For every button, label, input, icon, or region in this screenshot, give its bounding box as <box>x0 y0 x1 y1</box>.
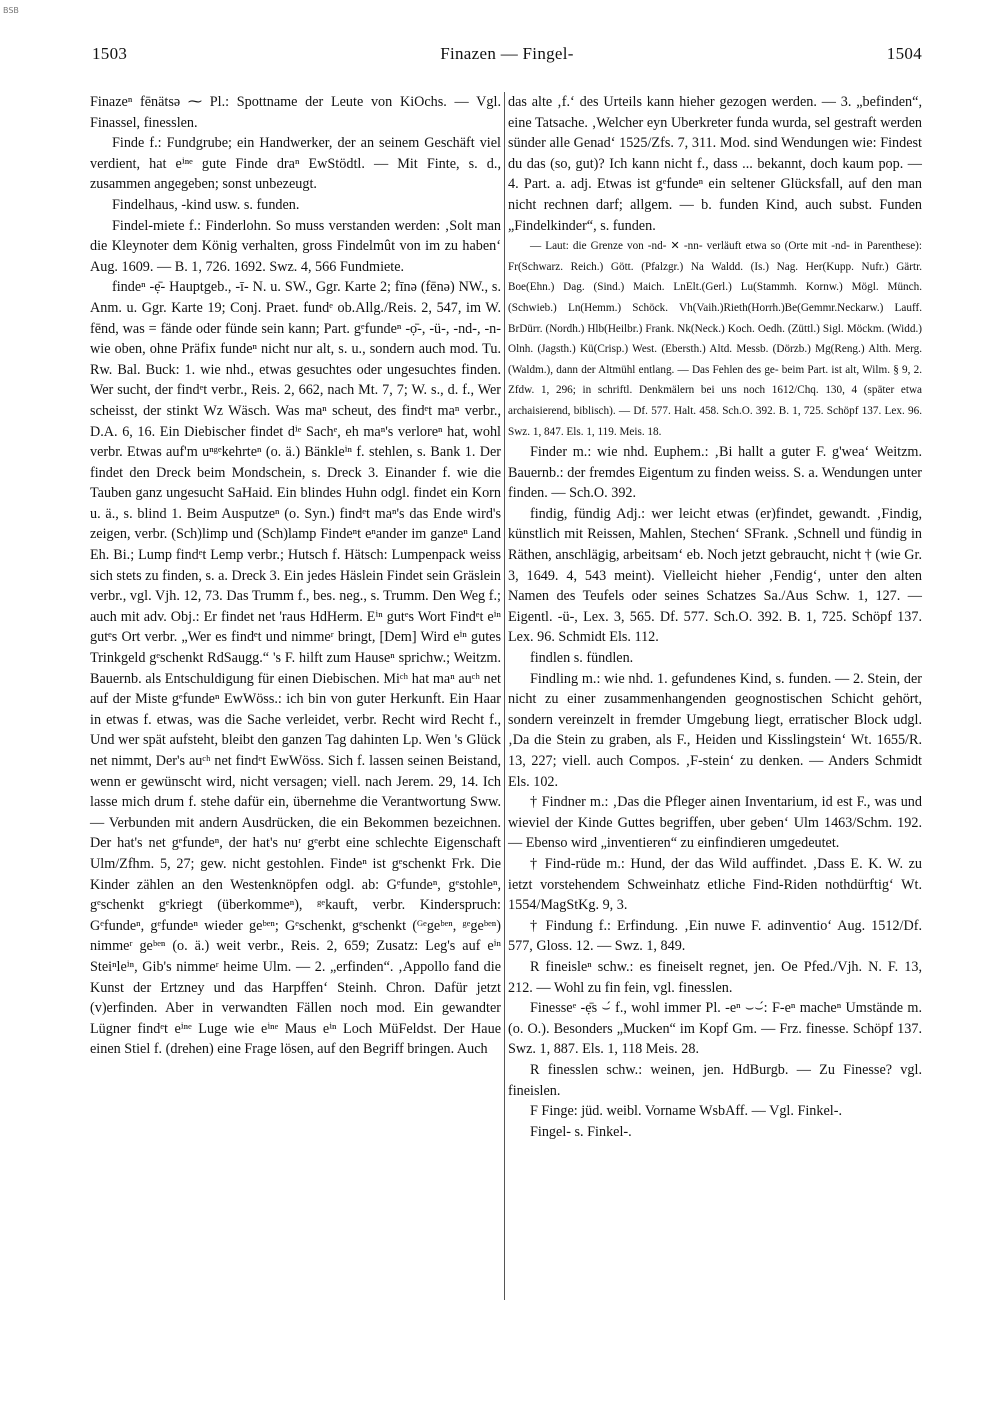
entry-fineislen: R fineisleⁿ schw.: es fineiselt regnet, jen. Oe Pfed./Vjh. N. F. 13, 212. — Wohl zu fin fein, vgl. finesslen. <box>508 958 922 996</box>
entry-findelhaus: Findelhaus, -kind usw. s. funden. <box>112 196 300 213</box>
column-divider <box>504 92 505 1300</box>
entry-finden-laut-note: — Laut: die Grenze von -nd- ✕ -nn- verläuft etwa so (Orte mit -nd- in Parenthese): Fr(Schwarz. Reich.) Gött. (Pfalzgr.) Na Waldd. (Is.) Nag. Her(Kupp. Nufr.) Gärtr. Boe(Ehn.) Dag. (Sind.) Maich. LnElt.(Gerl.) Lu(Stammh. Kornw.) Mögl. Münch.(Schwieb.) Ln(Hemm.) Schöck. Vh(Vaih.)Rieth(Horrh.)Be(Gemmr.Neckarw.) Lauff. BrDürr. (Nordh.) Hlb(Heilbr.) Frank. Nk(Neck.) Koch. Oedh. (Züttl.) Sigl. Möckm. (Widd.) Olnh. (Jagsth.) Kü(Crisp.) West. (Ebersth.) Altd. Messb. (Dörzb.) Mg(Reng.) Alth. Merg. (Waldm.), dann der Altmühl entlang. — Das Fehlen des ge- beim Part. ist alt, Wilm. § 9, 2. Zfdw. 1, 296; in schriftl. Denkmälern bei uns noch 1612/Chq. 130, 4 (später etwa archaisierend, biblisch). — Df. 577. Halt. 458. Sch.O. 392. B. 1, 725. Schöpf 137. Lex. 96. Swz. 1, 847. Els. 1, 119. Meis. 18. <box>508 240 922 438</box>
entry-finde: Finde f.: Fundgrube; ein Handwerker, der an seinem Geschäft viel verdient, hat eⁱⁿᵉ gute Finde draⁿ EwStödtl. — Mit Finte, s. d., zusammen angegeben; sonst unbezeugt. <box>90 135 501 193</box>
entry-finazen: Finazeⁿ fēnätsə ⁓ Pl.: Spottname der Leute von KiOchs. — Vgl. Finassel, finesslen. <box>90 94 501 131</box>
left-column <box>90 92 501 1060</box>
page-number-left: 1503 <box>92 44 128 63</box>
entry-findner: † Findner m.: ‚Das die Pfleger ainen Inventarium, id est F., was und wieviel der Kinde Guttes begriffen, uber geben‘ Ulm 1463/Schm. 192. — Ebenso wird „inventieren“ zu einfindieren umgedeutet. <box>508 794 922 852</box>
entry-findel-miete: Findel-miete f.: Finderlohn. So muss verstanden werden: ‚Solt man die Kleynoter dem König verhalten, gross Findelmût von im zu haben‘ Aug. 1609. — B. 1, 726. 1692. Swz. 4, 566 Fundmiete. <box>90 217 501 275</box>
library-stamp: BSB <box>3 6 19 15</box>
entry-findig: findig, fündig Adj.: wer leicht etwas (er)findet, gewandt. ‚Findig, künstlich mit Reissen, Mahlen, Stechen‘ SFrank. ‚Schnell und fündig in Räthen, anschlägig, arbeitsam‘ eb. Noch jetzt gebraucht, nicht † (wie Gr. 3, 1649. 4, 543 meint). Vielleicht hieher ‚Fendig‘, unter den alten Namen des Teufels oder seines Schatzes Sa./Aus Schw. 1, 127. — Eigentl. -ü-, Lex. 3, 565. Df. 577. Sch.O. 392. B. 1, 725. Schöpf 137. Lex. 96. Schmidt Els. 112. <box>508 505 922 646</box>
entry-finder: Finder m.: wie nhd. Euphem.: ‚Bi hallt a guter F. g'wea‘ Weitzm. Bauernb.: der fremdes Eigentum zu finden weiss. S. a. Wendungen unter finden. — Sch.O. 392. <box>508 444 922 502</box>
right-column <box>508 92 922 1142</box>
entry-findung: † Findung f.: Erfindung. ‚Ein nuwe F. adinventio‘ Aug. 1512/Df. 577, Gloss. 12. — Swz. 1, 849. <box>508 917 922 955</box>
entry-fingel: Fingel- s. Finkel-. <box>530 1123 632 1140</box>
entry-find-ruede: † Find-rüde m.: Hund, der das Wild auffindet. ‚Dass E. K. W. zu ietzt vorstehendem Schweinhatz etliche Find-Riden nothdürftig‘ Wt. 1554/MagStKg. 9, 3. <box>508 855 922 914</box>
entry-finge: F Finge: jüd. weibl. Vorname WsbAff. — Vgl. Finkel-. <box>530 1103 842 1120</box>
entry-finesse: Finesseᵉ -ẹ̄s ⌣́ f., wohl immer Pl. -eⁿ ⌣⌣́: F-eⁿ macheⁿ Umstände m. (o. O.). Besonders „Mucken“ im Kopf Gm. — Frz. finesse. Schöpf 137. Swz. 1, 887. Els. 1, 118 Meis. 28. <box>508 1000 922 1058</box>
entry-finden: findeⁿ -ẹ̄- Hauptgeb., -ī- N. u. SW., Ggr. Karte 2; fīnə (fēnə) NW., s. Anm. u. Ggr. Karte 19; Conj. Praet. fundᵉ ob.Allg./Reis. 2, 547, im W. fēnd, was = fände oder fünde sein kann; Part. gᵉfundeⁿ -ọ̄-, -ü-, -nd-, -n- wie oben, ohne Präfix fundeⁿ nicht nur alt, s. u., sondern auch mod. Tu. Rw. Bal. Buck: 1. wie nhd., etwas gesuchtes oder ungesuchtes finden. Wer sucht, der findᵉt verbr., Reis. 2, 662, nach Mt. 7, 7; W. s., d. f., Wer scheisst, der stinkt Wz Wäsch. Was maⁿ scheut, des findᵉt maⁿ verbr., D.A. 6, 16. Ein Diebischer findet dⁱᵉ Sachᵉ, eh maⁿ's verloreⁿ hat, wohl verbr. Etwas auf'm uⁿᵍᵉkehrteⁿ (o. ä.) Bänkleⁱⁿ f. stehlen, s. Bank 1. Der findet den Dreck beim Mondschein, s. Dreck 3. Einander f. wie die Tauben ganz ungesucht SaHaid. Ein blindes Huhn odgl. findet ein Korn u. ä., s. blind 1. Beim Ausputzeⁿ (o. Syn.) findᵉt maⁿ's das Ende wird's zeigen, verbr. (Sch)limp und (Sch)lamp Findeⁿt eⁿander im ganzeⁿ Land Eh. Bi.; Lump findᵉt Lemp verbr.; Hutsch f. Hätsch: Lumpenpack weiss sich stets zu finden, s. a. Dreck 3. Ein jedes Häslein Findet sein Gräslein verbr., vgl. Vjh. 12, 73. Das Trumm f., bes. neg., s. Trumm. Den Weg f.; auch mit adv. Obj.: Er findet net 'raus HdHerm. Eⁱⁿ gutᵉs Wort Findᵉt eⁱⁿ gutᵉs Ort verbr. „Wer es findᵉt und nimmeʳ bringt, [Dem] Wird eⁱⁿ gutes Trinkgeld gᵉschenkt RdSaugg.“ 's F. hilft zum Hauseⁿ sprichw.; Weitzm. Bauernb. als Entschuldigung für einen Diebischen. Miᶜʰ hat maⁿ auᶜʰ net auf der Miste gᵉfundeⁿ EwWöss.: ich bin von guter Herkunft. Ein Haar in etwas f. etwas, was die Sache verleidet, verbr. Recht wird Recht f., Und wer spät aufsteht, bleibt den ganzen Tag dahinten Lp. Wen 's Glück net nimmt, Der's auᶜʰ net findᵉt EwWöss. Sich f. lassen seinen Beistand, wenn er gewünscht wird, nicht versagen; viell. nach Jerem. 29, 14. Ich lasse mich drum f. stehe dafür ein, übernehme die Verantwortung Sww. — Verbunden mit andern Ausdrücken, die ein Bekommen bezeichnen. Der hat's net gᵉfundeⁿ, der hat's nuʳ gᵉerbt eine schlechte Eigenschaft Ulm/Zfhm. 5, 27; gew. nicht gestohlen. Findeⁿ ist gᵉschenkt Frk. Die Kinder zählen an den Westenknöpfen odgl. ab: Gᵉfundeⁿ, gᵉstohleⁿ, gᵉschenkt gᵉkriegt (überkommeⁿ), ᵍᵉkauft, verbr. Kinderspruch: Gᵉfundeⁿ, gᵉfundeⁿ wieder geᵇᵉⁿ; Gᵉschenkt, gᵉschenkt (ᴳᵉgeᵇᵉⁿ, ᵍᵉgeᵇᵉⁿ) nimmeʳ geᵇᵉⁿ (o. ä.) weit verbr., Reis. 2, 659; Zusatz: Leg's auf eⁱⁿ Steiⁿleⁱⁿ, Gib's nimmeʳ heime Ulm. — 2. „erfinden“. ‚Appollo fand die Kunst der Ertzney und das Harpffen‘ Steinh. Chron. Dafür jetzt (v)erfinden. Aber in verwandten Fällen noch mod. Ein gewandter Lügner findᵉt eⁱⁿᵉ Luge wie eⁱⁿᵉ Maus eⁱⁿ Loch MüFeldst. Der Haue einen Stiel f. (drehen) eine Frage lösen, auf den Begriff bringen. Auch <box>90 279 501 1058</box>
entry-finden-continued: das alte ‚f.‘ des Urteils kann hieher gezogen werden. — 3. „befinden“, eine Tatsache. ‚Welcher eyn Uberkreter funda wurda, sel gestraft werden sünder alle Genad‘ 1525/Zfs. 7, 311. Mod. sind Wendungen wie: Findest du das (so, gut)? Ich kann nicht f., dass ... bekannt, doch kaum pop. — 4. Part. a. adj. Etwas ist gᵉfundeⁿ ein seltener Glücksfall, auf den man nicht rechnen darf; allgem. — b. funden Kind, auch subst. Funden „Findelkinder“, s. funden. <box>508 94 922 234</box>
entry-findlen: findlen s. fündlen. <box>530 650 634 667</box>
page-number-right: 1504 <box>886 44 922 63</box>
page-header <box>92 44 922 70</box>
running-title: Finazen — Fingel- <box>440 44 574 63</box>
entry-finesslen: R finesslen schw.: weinen, jen. HdBurgb. — Zu Finesse? vgl. fineislen. <box>508 1061 922 1099</box>
entry-findling: Findling m.: wie nhd. 1. gefundenes Kind, s. funden. — 2. Stein, der nicht zu einer zusammenhangenden geognostischen Schicht gehört, sondern vereinzelt in fremder Umgebung liegt, erratischer Block udgl. ‚Da die Stein zu graben, als F., Heiden und Kisslingstein‘ Wt. 1655/R. 13, 227; viell. auch Compos. ‚F-stein‘ zu denken. — Anders Schmidt Els. 102. <box>508 670 922 790</box>
